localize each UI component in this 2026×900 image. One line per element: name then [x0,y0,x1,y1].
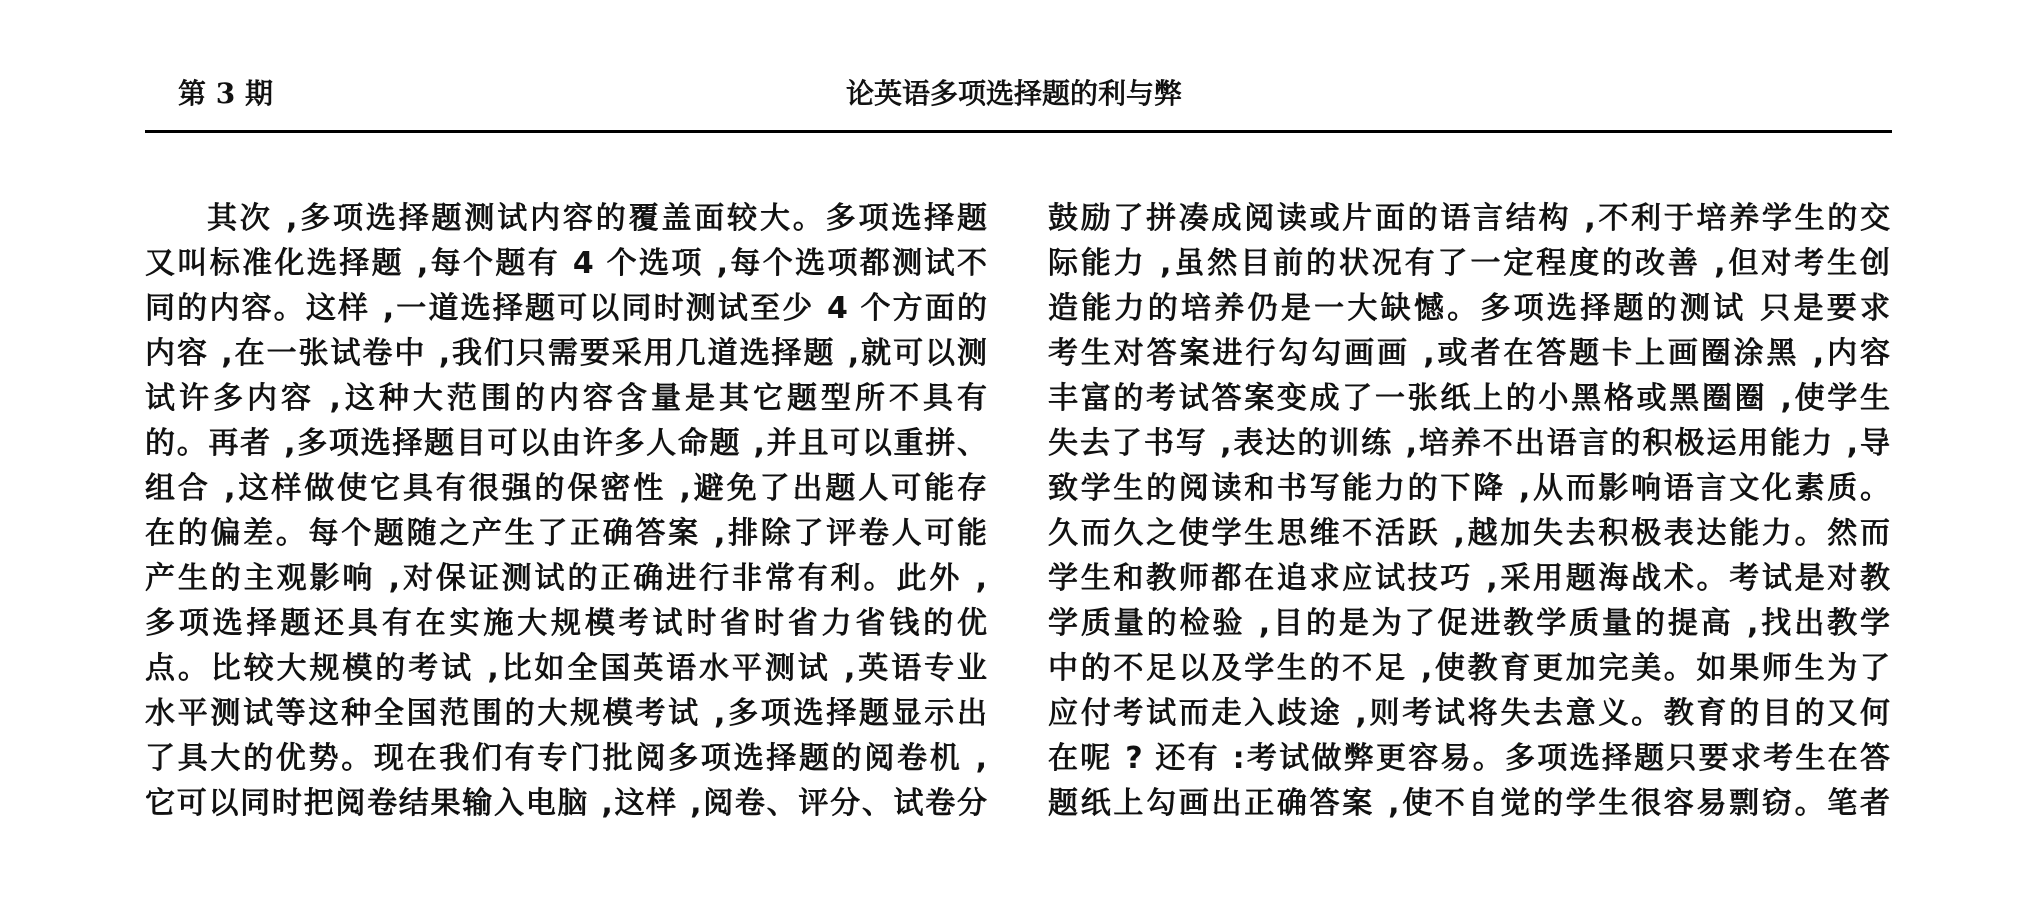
right-line: 丰富的考试答案变成了一张纸上的小黑格或黑圈圈 ,使学生 [1048,381,1890,416]
right-line: 中的不足以及学生的不足 ,使教育更加完美。如果师生为了 [1048,651,1890,686]
left-line: 在的偏差。每个题随之产生了正确答案 ,排除了评卷人可能 [145,516,987,551]
header-rule [145,130,1892,133]
left-line: 其次 ,多项选择题测试内容的覆盖面较大。多项选择题 [207,201,987,236]
left-line: 产生的主观影响 ,对保证测试的正确进行非常有利。此外 , [145,561,987,596]
left-line: 内容 ,在一张试卷中 ,我们只需要采用几道选择题 ,就可以测 [145,336,987,371]
right-column [1048,196,1890,826]
left-line: 水平测试等这种全国范围的大规模考试 ,多项选择题显示出 [145,696,987,731]
left-line: 多项选择题还具有在实施大规模考试时省时省力省钱的优 [145,606,987,641]
right-line: 考生对答案进行勾勾画画 ,或者在答题卡上画圈涂黑 ,内容 [1048,336,1890,371]
right-line: 造能力的培养仍是一大缺憾。多项选择题的测试 只是要求 [1048,291,1890,326]
left-line: 试许多内容 ,这种大范围的内容含量是其它题型所不具有 [145,381,987,416]
left-line: 组合 ,这样做使它具有很强的保密性 ,避免了出题人可能存 [145,471,987,506]
left-line: 点。比较大规模的考试 ,比如全国英语水平测试 ,英语专业 [145,651,987,686]
left-column [145,196,987,826]
right-line: 学质量的检验 ,目的是为了促进教学质量的提高 ,找出教学 [1048,606,1890,641]
running-title: 论英语多项选择题的利与弊 [846,77,1183,110]
right-line: 失去了书写 ,表达的训练 ,培养不出语言的积极运用能力 ,导 [1048,426,1890,461]
right-line: 学生和教师都在追求应试技巧 ,采用题海战术。考试是对教 [1048,561,1890,596]
right-line: 应付考试而走入歧途 ,则考试将失去意义。教育的目的又何 [1048,696,1890,731]
left-line: 又叫标准化选择题 ,每个题有 4 个选项 ,每个选项都测试不 [145,246,987,281]
left-line: 同的内容。这样 ,一道选择题可以同时测试至少 4 个方面的 [145,291,987,326]
left-line: 的。再者 ,多项选择题目可以由许多人命题 ,并且可以重拼、 [145,426,987,461]
right-line: 在呢 ? 还有 :考试做弊更容易。多项选择题只要求考生在答 [1048,741,1890,776]
right-line: 际能力 ,虽然目前的状况有了一定程度的改善 ,但对考生创 [1048,246,1890,281]
issue-number: 第 3 期 [178,77,273,110]
right-line: 题纸上勾画出正确答案 ,使不自觉的学生很容易剽窃。笔者 [1048,786,1890,821]
right-line: 致学生的阅读和书写能力的下降 ,从而影响语言文化素质。 [1048,471,1890,506]
left-line: 它可以同时把阅卷结果输入电脑 ,这样 ,阅卷、评分、试卷分 [145,786,987,821]
right-line: 鼓励了拼凑成阅读或片面的语言结构 ,不利于培养学生的交 [1048,201,1890,236]
left-line: 了具大的优势。现在我们有专门批阅多项选择题的阅卷机 , [145,741,987,776]
right-line: 久而久之使学生思维不活跃 ,越加失去积极表达能力。然而 [1048,516,1890,551]
